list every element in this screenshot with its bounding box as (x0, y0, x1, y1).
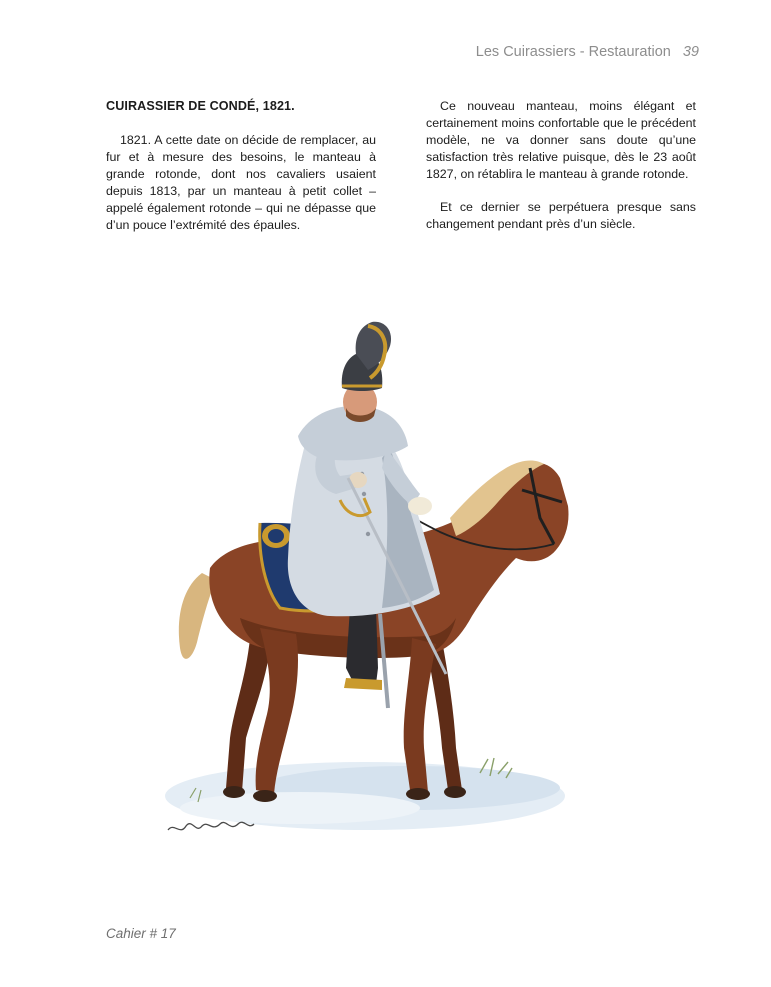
section-heading: CUIRASSIER DE CONDÉ, 1821. (106, 99, 295, 113)
left-paragraph: 1821. A cette date on décide de remplacer, au fur et à mesure des besoins, le manteau à grande rotonde, dont nos cavaliers usaient depuis 1813, par un manteau à petit collet – appelé également rotonde – qui ne dépasse que d’un pouce l’extrémité des épaules. (106, 133, 376, 232)
rider-boot (346, 608, 378, 684)
running-title: Les Cuirassiers - Restauration (475, 44, 671, 60)
right-paragraph-2: Et ce dernier se perpétuera presque sans changement pendant près d’un siècle. (426, 200, 696, 231)
running-header (476, 44, 699, 60)
right-column (426, 98, 696, 249)
cuirassier-illustration (150, 318, 600, 858)
right-paragraph-1: Ce nouveau manteau, moins élégant et certainement moins confortable que le précédent modèle, ne va donner sans doute qu’une satisfaction très relative puisque, dès le 23 août 1827, on rétablira le manteau à grande rotonde. (426, 99, 696, 181)
page-number: 39 (682, 44, 699, 60)
stirrup (344, 678, 382, 690)
artist-signature (168, 822, 254, 830)
footer-issue: Cahier # 17 (106, 926, 176, 941)
rider-left-glove (408, 497, 432, 515)
left-column (106, 98, 376, 250)
